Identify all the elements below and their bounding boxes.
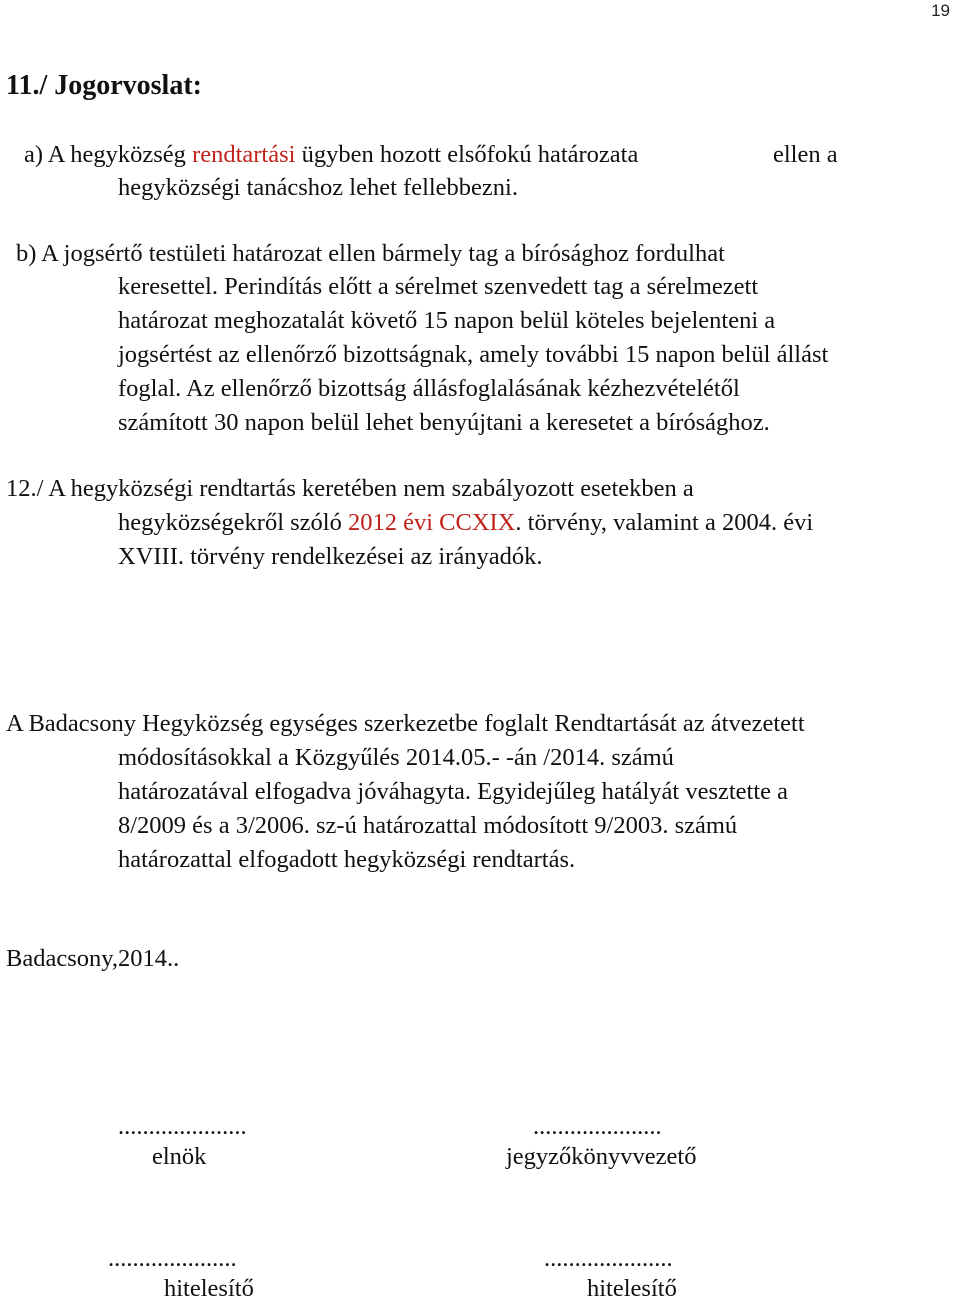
- approval-line: A Badacsony Hegyközség egységes szerkezetbe foglalt Rendtartását az átvezetett: [6, 710, 805, 737]
- approval-line: 8/2009 és a 3/2006. sz-ú határozattal módosított 9/2003. számú: [118, 812, 738, 839]
- section-b-line: b) A jogsértő testületi határozat ellen bármely tag a bírósághoz fordulhat: [16, 240, 725, 267]
- signature-title-jegyzokonyvvezeto: jegyzőkönyvvezető: [506, 1143, 697, 1170]
- section-heading-jogorvoslat: 11./ Jogorvoslat:: [6, 70, 202, 101]
- signature-title-hitelesito-1: hitelesítő: [164, 1275, 254, 1302]
- section-b-line: határozat meghozatalát követő 15 napon belül köteles bejelenteni a: [118, 307, 776, 334]
- section-12-text-pre: hegyközségekről szóló: [118, 509, 348, 536]
- page-number: 19: [931, 1, 950, 20]
- section-a-line-2: hegyközségi tanácshoz lehet fellebbezni.: [118, 174, 518, 201]
- signature-title-hitelesito-2: hitelesítő: [587, 1275, 677, 1302]
- section-12-line-2: [118, 506, 813, 539]
- signature-line-jegyzokonyvvezeto: .....................: [533, 1113, 662, 1140]
- section-a-line-1-end: ellen a: [773, 141, 838, 168]
- section-b-line: foglal. Az ellenőrző bizottság állásfoglalásának kézhezvételétől: [118, 375, 740, 402]
- signature-line-hitelesito-1: .....................: [108, 1245, 237, 1272]
- section-12-line-1: 12./ A hegyközségi rendtartás keretében nem szabályozott esetekben a: [6, 475, 694, 502]
- approval-line: módosításokkal a Közgyűlés 2014.05.- -án /2014. számú: [118, 744, 674, 771]
- section-12-text-post: . törvény, valamint a 2004. évi: [515, 509, 814, 536]
- section-b-line: keresettel. Perindítás előtt a sérelmet szenvedett tag a sérelmezett: [118, 273, 759, 300]
- highlighted-law-reference: 2012 évi CCXIX: [347, 509, 516, 536]
- place-date: Badacsony,2014..: [6, 945, 180, 972]
- signature-title-elnok: elnök: [152, 1143, 207, 1170]
- section-a-line-1: [24, 138, 638, 171]
- section-a-text-pre: a) A hegyközség: [24, 141, 193, 168]
- section-a-text-post: ügyben hozott elsőfokú határozata: [295, 141, 639, 168]
- section-b-line: jogsértést az ellenőrző bizottságnak, amely további 15 napon belül állást: [118, 341, 829, 368]
- signature-line-elnok: .....................: [118, 1113, 247, 1140]
- approval-line: határozattal elfogadott hegyközségi rendtartás.: [118, 846, 576, 873]
- signature-line-hitelesito-2: .....................: [544, 1245, 673, 1272]
- highlighted-term-rendtartasi: rendtartási: [192, 141, 296, 168]
- section-12-line-3: XVIII. törvény rendelkezései az irányadók.: [118, 543, 543, 570]
- section-b-line: számított 30 napon belül lehet benyújtani a keresetet a bírósághoz.: [118, 409, 770, 436]
- approval-line: határozatával elfogadva jóváhagyta. Egyidejűleg hatályát vesztette a: [118, 778, 789, 805]
